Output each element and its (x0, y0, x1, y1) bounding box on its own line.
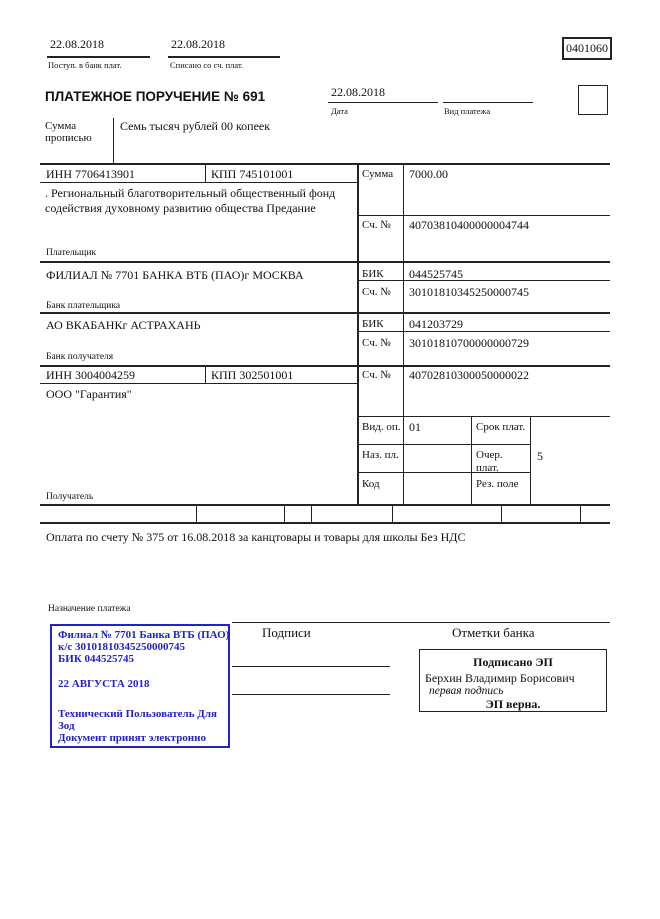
code-label: Код (362, 478, 380, 490)
payer-inn-kpp-divider (205, 165, 206, 182)
payer-account: 40703810400000004744 (409, 218, 529, 232)
reserve-field-label: Рез. поле (476, 478, 519, 490)
priority-value: 5 (537, 449, 543, 463)
term-label: Срок плат. (476, 421, 526, 433)
subtable-top-border (357, 416, 610, 417)
received-date-underline (47, 56, 150, 58)
codes-row-bottom-border (40, 522, 610, 524)
amount-words-divider (113, 118, 114, 164)
label-value-divider (403, 163, 404, 504)
payer-kpp: КПП 745101001 (211, 167, 294, 181)
payer-row-border (40, 261, 610, 263)
payer-inn-row-border (40, 182, 357, 183)
codes-cell-divider-6 (580, 506, 581, 522)
payee-kpp: КПП 302501001 (211, 368, 294, 382)
payee-bank-account-label: Сч. № (362, 337, 391, 349)
table-top-border (40, 163, 610, 165)
codes-cell-divider-2 (284, 506, 285, 522)
received-in-bank-caption: Поступ. в банк плат. (48, 60, 122, 70)
signature-line-1 (232, 666, 390, 667)
payer-name: . Региональный благотворительный общественный фонд содействия духовному развитию общества Предание (45, 186, 336, 215)
payment-purpose-text: Оплата по счету № 375 от 16.08.2018 за канцтовары и товары для школы Без НДС (46, 530, 466, 544)
amount-words-value: Семь тысяч рублей 00 копеек (120, 119, 271, 133)
payer-account-label: Сч. № (362, 219, 391, 231)
payee-inn: ИНН 3004004259 (46, 368, 135, 382)
payee-inn-row-border (40, 383, 357, 384)
document-date: 22.08.2018 (331, 85, 385, 99)
stamp-date: 22 АВГУСТА 2018 (58, 678, 150, 690)
bank-electronic-stamp (50, 624, 230, 748)
payer-bank-bik-label: БИК (362, 268, 384, 280)
debited-date: 22.08.2018 (171, 37, 225, 51)
payer-bank-row-border (40, 312, 610, 314)
debited-date-underline (168, 56, 280, 58)
footer-top-border (232, 622, 610, 623)
signature-line-2 (232, 694, 390, 695)
payee-caption: Получатель (46, 492, 94, 502)
bank-marks-title: Отметки банка (452, 625, 535, 640)
payer-bank-account: 30101810345250000745 (409, 285, 529, 299)
payee-bank-bik-border (357, 331, 610, 332)
stamp-accepted-note: Документ принят электронно (58, 732, 206, 744)
stamp-user-line-1: Технический Пользователь Для (58, 708, 217, 720)
signatures-title: Подписи (262, 625, 311, 640)
payer-bank-name: ФИЛИАЛ № 7701 БАНКА ВТБ (ПАО)г МОСКВА (46, 268, 304, 282)
stamp-signed-title: Подписано ЭП (473, 655, 553, 669)
amount-words-label: Сумма прописью (45, 120, 92, 144)
amount-value: 7000.00 (409, 167, 448, 181)
main-column-divider (357, 163, 359, 504)
payer-bank-bik-border (357, 280, 610, 281)
stamp-signer-name: Берхин Владимир Борисович (425, 671, 575, 685)
stamp-corr-account: к/с 30101810345250000745 (58, 641, 186, 653)
amount-row-border (357, 215, 610, 216)
priority-label: Очер. плат. (476, 449, 503, 474)
purpose-code-label: Наз. пл. (362, 449, 399, 461)
codes-cell-divider-3 (311, 506, 312, 522)
codes-cell-divider-5 (501, 506, 502, 522)
payer-bank-caption: Банк плательщика (46, 301, 121, 311)
payment-type-underline (443, 102, 533, 103)
payee-bank-bik-label: БИК (362, 318, 384, 330)
payer-bank-account-label: Сч. № (362, 286, 391, 298)
stamp-bank-name: Филиал № 7701 Банка ВТБ (ПАО) (58, 629, 230, 641)
stamp-user-line-2: Зод (58, 720, 75, 732)
payee-bank-row-border (40, 365, 610, 367)
codes-cell-divider-4 (392, 506, 393, 522)
payee-bank-name: АО ВКАБАНКг АСТРАХАНЬ (46, 318, 201, 332)
received-in-bank-date: 22.08.2018 (50, 37, 104, 51)
payment-type-box (578, 85, 608, 115)
subtable-mid-border-1 (357, 444, 530, 445)
stamp-bik: БИК 044525745 (58, 653, 135, 665)
codes-cell-divider-1 (196, 506, 197, 522)
subtable-divider-1 (471, 416, 472, 504)
payer-caption: Плательщик (46, 248, 97, 258)
payee-inn-kpp-divider (205, 366, 206, 383)
op-type-label: Вид. оп. (362, 421, 401, 433)
date-underline (328, 102, 438, 103)
payee-bank-bik: 041203729 (409, 317, 463, 331)
document-title: ПЛАТЕЖНОЕ ПОРУЧЕНИЕ № 691 (45, 89, 266, 104)
payment-type-caption: Вид платежа (444, 106, 491, 116)
payee-account-label: Сч. № (362, 369, 391, 381)
subtable-divider-2 (530, 416, 531, 504)
payment-purpose-caption: Назначение платежа (48, 604, 131, 614)
payee-bank-caption: Банк получателя (46, 352, 114, 362)
payee-account: 40702810300050000022 (409, 368, 529, 382)
payer-inn: ИНН 7706413901 (46, 167, 135, 181)
payee-name: ООО "Гарантия" (46, 387, 132, 401)
table-bottom-border (40, 504, 610, 506)
date-caption: Дата (331, 106, 348, 116)
stamp-signature-note: первая подпись (429, 685, 504, 697)
amount-label: Сумма (362, 168, 394, 180)
op-type-value: 01 (409, 420, 421, 434)
debited-caption: Списано со сч. плат. (170, 60, 244, 70)
payee-bank-account: 30101810700000000729 (409, 336, 529, 350)
form-code-box: 0401060 (562, 37, 612, 60)
payer-bank-bik: 044525745 (409, 267, 463, 281)
signature-verification-stamp (419, 649, 607, 712)
stamp-verdict: ЭП верна. (485, 697, 541, 711)
